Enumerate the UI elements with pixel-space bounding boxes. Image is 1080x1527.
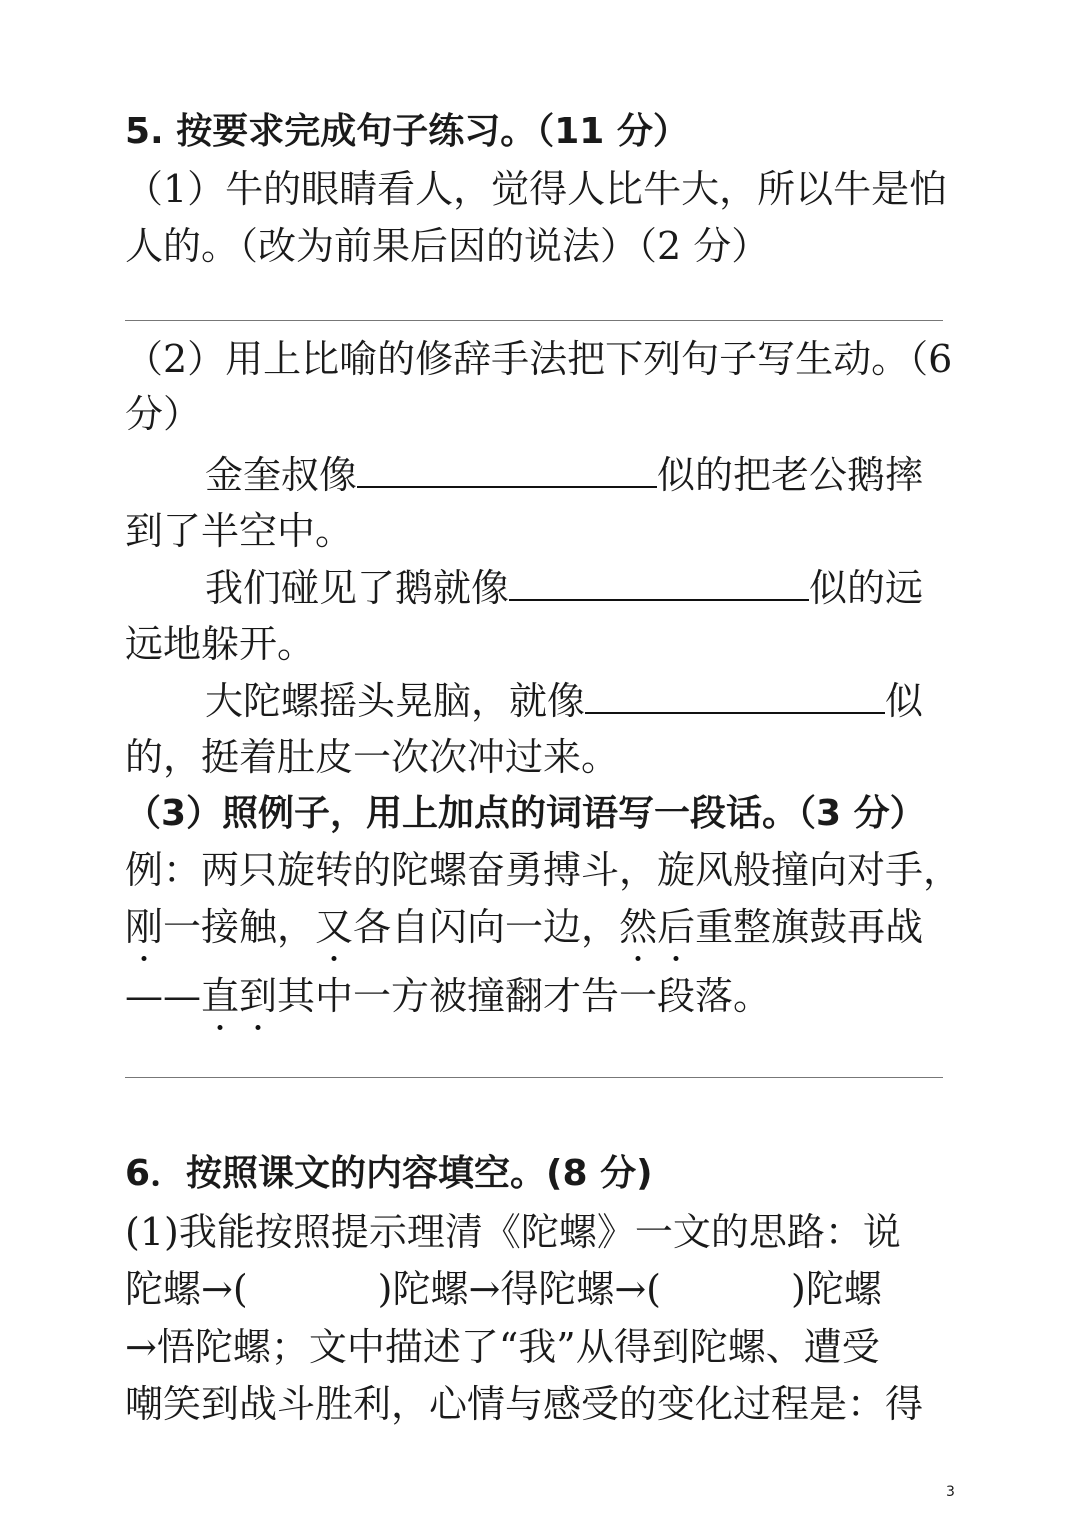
q6-line2-part-c: )陀螺: [791, 1267, 882, 1311]
sentence-1-line1: [205, 450, 923, 499]
example-line1: 例：两只旋转的陀螺奋勇搏斗，旋风般撞向对手，: [125, 848, 962, 892]
sentence-1-before: 金奎叔像: [205, 453, 358, 497]
answer-line-2[interactable]: [125, 1077, 943, 1078]
sentence-2-line1: [205, 563, 923, 612]
example-line2: [125, 903, 923, 951]
q6-line3: →悟陀螺；文中描述了“我”从得到陀螺、遭受: [125, 1325, 880, 1369]
sentence-3-line2: 的，挺着肚皮一次次冲过来。: [125, 735, 620, 779]
q5-p2-line2: 分）: [125, 392, 202, 436]
example-text: 其中一方被撞翻才告一段落。: [277, 974, 772, 1018]
sentence-2-before: 我们碰见了鹅就像: [205, 566, 510, 610]
q5-p1-line1: （1）牛的眼睛看人，觉得人比牛大，所以牛是怕: [125, 167, 948, 211]
example-text: 各自闪向一边，: [353, 905, 620, 949]
sentence-2-after: 似的远: [809, 566, 924, 610]
dotted-word-zhi: 直: [201, 972, 239, 1020]
page-number: 3: [946, 1484, 955, 1500]
dotted-word-hou: 后: [657, 903, 695, 951]
emphasis-dot: [332, 956, 337, 961]
sentence-3-line1: [205, 676, 923, 725]
sentence-3-blank[interactable]: [585, 676, 885, 714]
answer-line-1[interactable]: [125, 320, 943, 321]
dash: ——: [125, 974, 201, 1018]
sentence-2-line2: 远地躲开。: [125, 622, 316, 666]
q6-line4: 嘲笑到战斗胜利，心情与感受的变化过程是：得: [125, 1382, 924, 1426]
sentence-3-after: 似: [885, 679, 924, 723]
emphasis-dot: [636, 956, 641, 961]
dotted-word-gang: 刚: [125, 903, 163, 951]
example-text: 重整旗鼓再战: [695, 905, 924, 949]
q6-line2-part-a: 陀螺→(: [125, 1267, 248, 1311]
sentence-1-line2: 到了半空中。: [125, 509, 354, 553]
example-text: 一接触，: [163, 905, 316, 949]
sentence-1-blank[interactable]: [357, 450, 657, 488]
emphasis-dot: [674, 956, 679, 961]
q6-line1: (1)我能按照提示理清《陀螺》一文的思路：说: [125, 1210, 901, 1254]
dotted-word-ran: 然: [619, 903, 657, 951]
emphasis-dot: [218, 1025, 223, 1030]
example-line3: [125, 972, 771, 1020]
emphasis-dot: [142, 956, 147, 961]
q6-line2: [125, 1265, 882, 1313]
sentence-2-blank[interactable]: [509, 563, 809, 601]
q5-p3-title: （3）照例子，用上加点的词语写一段话。（3 分）: [125, 793, 926, 834]
q6-title: 6．按照课文的内容填空。(8 分): [125, 1153, 653, 1194]
dotted-word-you: 又: [315, 903, 353, 951]
q5-p1-line2: 人的。（改为前果后因的说法）（2 分）: [125, 224, 770, 268]
q5-p2-line1: （2）用上比喻的修辞手法把下列句子写生动。（6: [125, 337, 953, 381]
dotted-word-dao: 到: [239, 972, 277, 1020]
sentence-1-after: 似的把老公鹅摔: [657, 453, 924, 497]
q5-title: 5. 按要求完成句子练习。（11 分）: [125, 111, 689, 152]
q6-line2-part-b: )陀螺→得陀螺→(: [377, 1267, 662, 1311]
emphasis-dot: [256, 1025, 261, 1030]
sentence-3-before: 大陀螺摇头晃脑，就像: [205, 679, 586, 723]
